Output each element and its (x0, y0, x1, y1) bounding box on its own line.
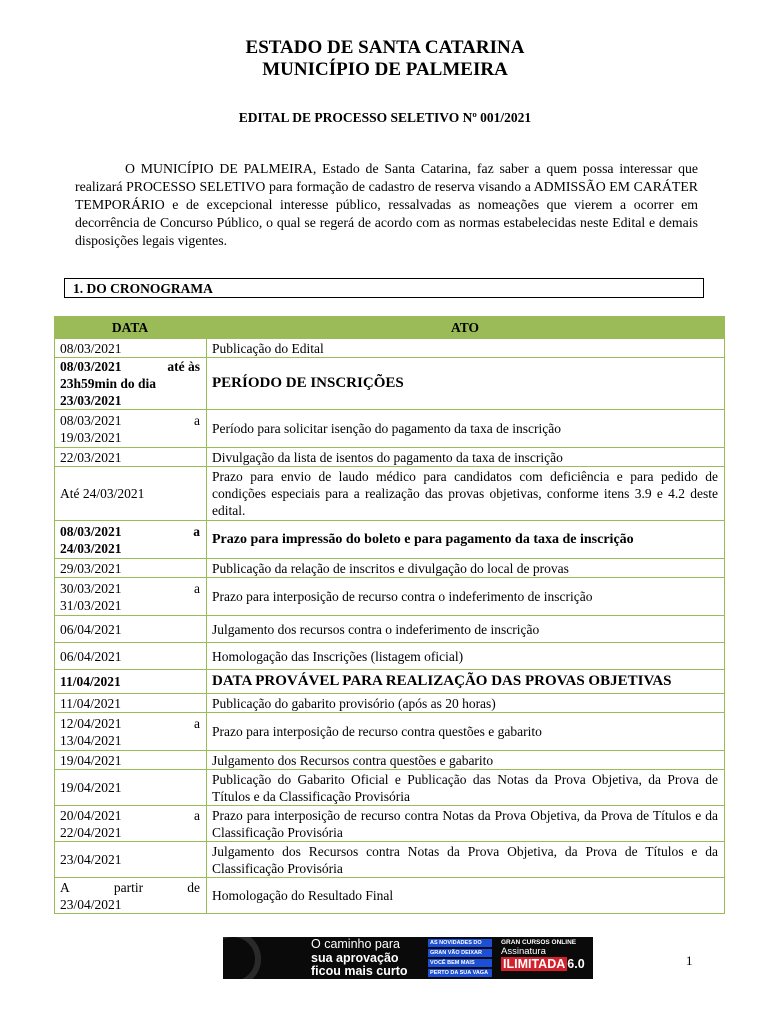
column-header-act: ATO (207, 317, 725, 339)
date-start: 12/04/2021 (60, 715, 122, 731)
row-act: Publicação da relação de inscritos e divulgação do local de provas (207, 559, 725, 578)
column-header-date: DATA (55, 317, 207, 339)
ad-tag: VOCÊ BEM MAIS (428, 959, 492, 967)
row-date: Até 24/03/2021 (55, 467, 207, 521)
row-act: Julgamento dos Recursos contra Notas da Prova Objetiva, da Prova de Títulos e da Classificação Provisória (207, 842, 725, 878)
row-date (55, 806, 207, 842)
date-start: 20/04/2021 (60, 807, 122, 823)
row-date: 29/03/2021 (55, 559, 207, 578)
date-start: 08/03/2021 (60, 523, 122, 539)
row-act: Publicação do Edital (207, 339, 725, 358)
row-act: Publicação do gabarito provisório (após as 20 horas) (207, 694, 725, 713)
row-act: Prazo para interposição de recurso contra o indeferimento de inscrição (207, 578, 725, 616)
row-act: Prazo para impressão do boleto e para pagamento da taxa de inscrição (207, 521, 725, 559)
ad-tags (428, 939, 492, 979)
date-end: 24/03/2021 (60, 540, 122, 556)
date-connector: até às (167, 359, 200, 374)
row-act: DATA PROVÁVEL PARA REALIZAÇÃO DAS PROVAS OBJETIVAS (207, 670, 725, 694)
table-row (55, 410, 725, 448)
row-date: 06/04/2021 (55, 643, 207, 670)
table-row (55, 751, 725, 770)
ad-tag: AS NOVIDADES DO (428, 939, 492, 947)
date-start: 08/03/2021 (60, 359, 122, 374)
date-line: 23h59min do dia (60, 376, 157, 391)
date-connector: a (194, 807, 200, 823)
row-act: Divulgação da lista de isentos do pagamento da taxa de inscrição (207, 448, 725, 467)
ad-slogan-line: O caminho para (311, 937, 400, 951)
row-act: Período para solicitar isenção do pagamento da taxa de inscrição (207, 410, 725, 448)
ad-brand (501, 939, 591, 971)
table-row (55, 770, 725, 806)
table-row (55, 521, 725, 559)
row-date: 22/03/2021 (55, 448, 207, 467)
date-connector: a (194, 715, 200, 731)
table-row (55, 713, 725, 751)
date-start: 08/03/2021 (60, 412, 122, 428)
page-number: 1 (686, 953, 693, 968)
advertisement-banner[interactable] (223, 937, 593, 979)
row-date (55, 578, 207, 616)
table-row (55, 878, 725, 914)
row-act: Julgamento dos Recursos contra questões e gabarito (207, 751, 725, 770)
table-row (55, 616, 725, 643)
date-connector: a (194, 580, 200, 596)
table-row (55, 467, 725, 521)
table-row (55, 559, 725, 578)
row-act: Homologação do Resultado Final (207, 878, 725, 914)
table-row (55, 339, 725, 358)
brand-ilimitada (501, 957, 591, 971)
row-date: 08/03/2021 (55, 339, 207, 358)
row-act: Homologação das Inscrições (listagem oficial) (207, 643, 725, 670)
ad-tag: GRAN VÃO DEIXAR (428, 949, 492, 957)
row-date (55, 358, 207, 410)
row-date: 23/04/2021 (55, 842, 207, 878)
row-act: PERÍODO DE INSCRIÇÕES (207, 358, 725, 410)
municipality-heading: MUNICÍPIO DE PALMEIRA (262, 59, 508, 80)
schedule-table (54, 316, 725, 914)
row-date: 11/04/2021 (55, 670, 207, 694)
date-prefix: A (60, 879, 70, 895)
table-row (55, 670, 725, 694)
row-date (55, 410, 207, 448)
brand-logo: GRAN CURSOS ONLINE (501, 939, 577, 946)
row-date (55, 878, 207, 914)
row-date (55, 521, 207, 559)
date-end: 13/04/2021 (60, 732, 122, 748)
date-end: 19/03/2021 (60, 429, 122, 445)
brand-version: 6.0 (567, 957, 585, 971)
date-end: 31/03/2021 (60, 597, 122, 613)
ad-tag: PERTO DA SUA VAGA (428, 969, 492, 977)
section-heading-cronograma: 1. DO CRONOGRAMA (64, 278, 704, 298)
ad-slogan (311, 938, 431, 979)
table-row (55, 578, 725, 616)
ad-slogan-line: sua aprovação (311, 950, 399, 965)
state-heading: ESTADO DE SANTA CATARINA (245, 37, 525, 58)
edital-title: EDITAL DE PROCESSO SELETIVO Nº 001/2021 (238, 110, 532, 125)
row-date (55, 713, 207, 751)
date-connector: a (194, 412, 200, 428)
row-date: 19/04/2021 (55, 751, 207, 770)
brand-ilimitada-text: ILIMITADA (503, 957, 566, 971)
date-end: 23/04/2021 (60, 896, 122, 912)
row-date: 19/04/2021 (55, 770, 207, 806)
table-row (55, 643, 725, 670)
intro-paragraph: O MUNICÍPIO DE PALMEIRA, Estado de Santa Catarina, faz saber a quem possa interessar que realizará PROCESSO SELETIVO para formação de cadastro de reserva visando a ADMISSÃO EM CARÁTER TEMPORÁRIO e de excepcional interesse público, ressalvadas as nomeações que vierem a ocorrer em decorrência de Concurso Público, o qual se regerá de acordo com as normas estabelecidas neste Edital e demais disposições legais vigentes. (75, 161, 698, 248)
row-act: Julgamento dos recursos contra o indeferimento de inscrição (207, 616, 725, 643)
row-act: Prazo para envio de laudo médico para candidatos com deficiência e para pedido de condições especiais para a realização das provas objetivas, conforme itens 3.9 e 4.2 deste edital. (207, 467, 725, 521)
date-connector: de (187, 879, 200, 895)
date-prefix: partir (113, 879, 144, 895)
row-date: 06/04/2021 (55, 616, 207, 643)
logo-circle-icon (223, 937, 261, 979)
table-row (55, 806, 725, 842)
table-row (55, 448, 725, 467)
ad-slogan-line: ficou mais curto (311, 964, 408, 978)
date-end: 23/03/2021 (60, 393, 122, 408)
date-start: 30/03/2021 (60, 580, 122, 596)
date-end: 22/04/2021 (60, 824, 122, 840)
table-row (55, 694, 725, 713)
brand-assinatura: Assinatura (501, 946, 546, 957)
row-date: 11/04/2021 (55, 694, 207, 713)
row-act: Prazo para interposição de recurso contra questões e gabarito (207, 713, 725, 751)
row-act: Prazo para interposição de recurso contra Notas da Prova Objetiva, da Prova de Títulos e da Classificação Provisória (207, 806, 725, 842)
table-row (55, 842, 725, 878)
row-act: Publicação do Gabarito Oficial e Publicação das Notas da Prova Objetiva, da Prova de Títulos e da Classificação Provisória (207, 770, 725, 806)
table-header-row (55, 317, 725, 339)
table-row (55, 358, 725, 410)
date-connector: a (193, 523, 200, 539)
